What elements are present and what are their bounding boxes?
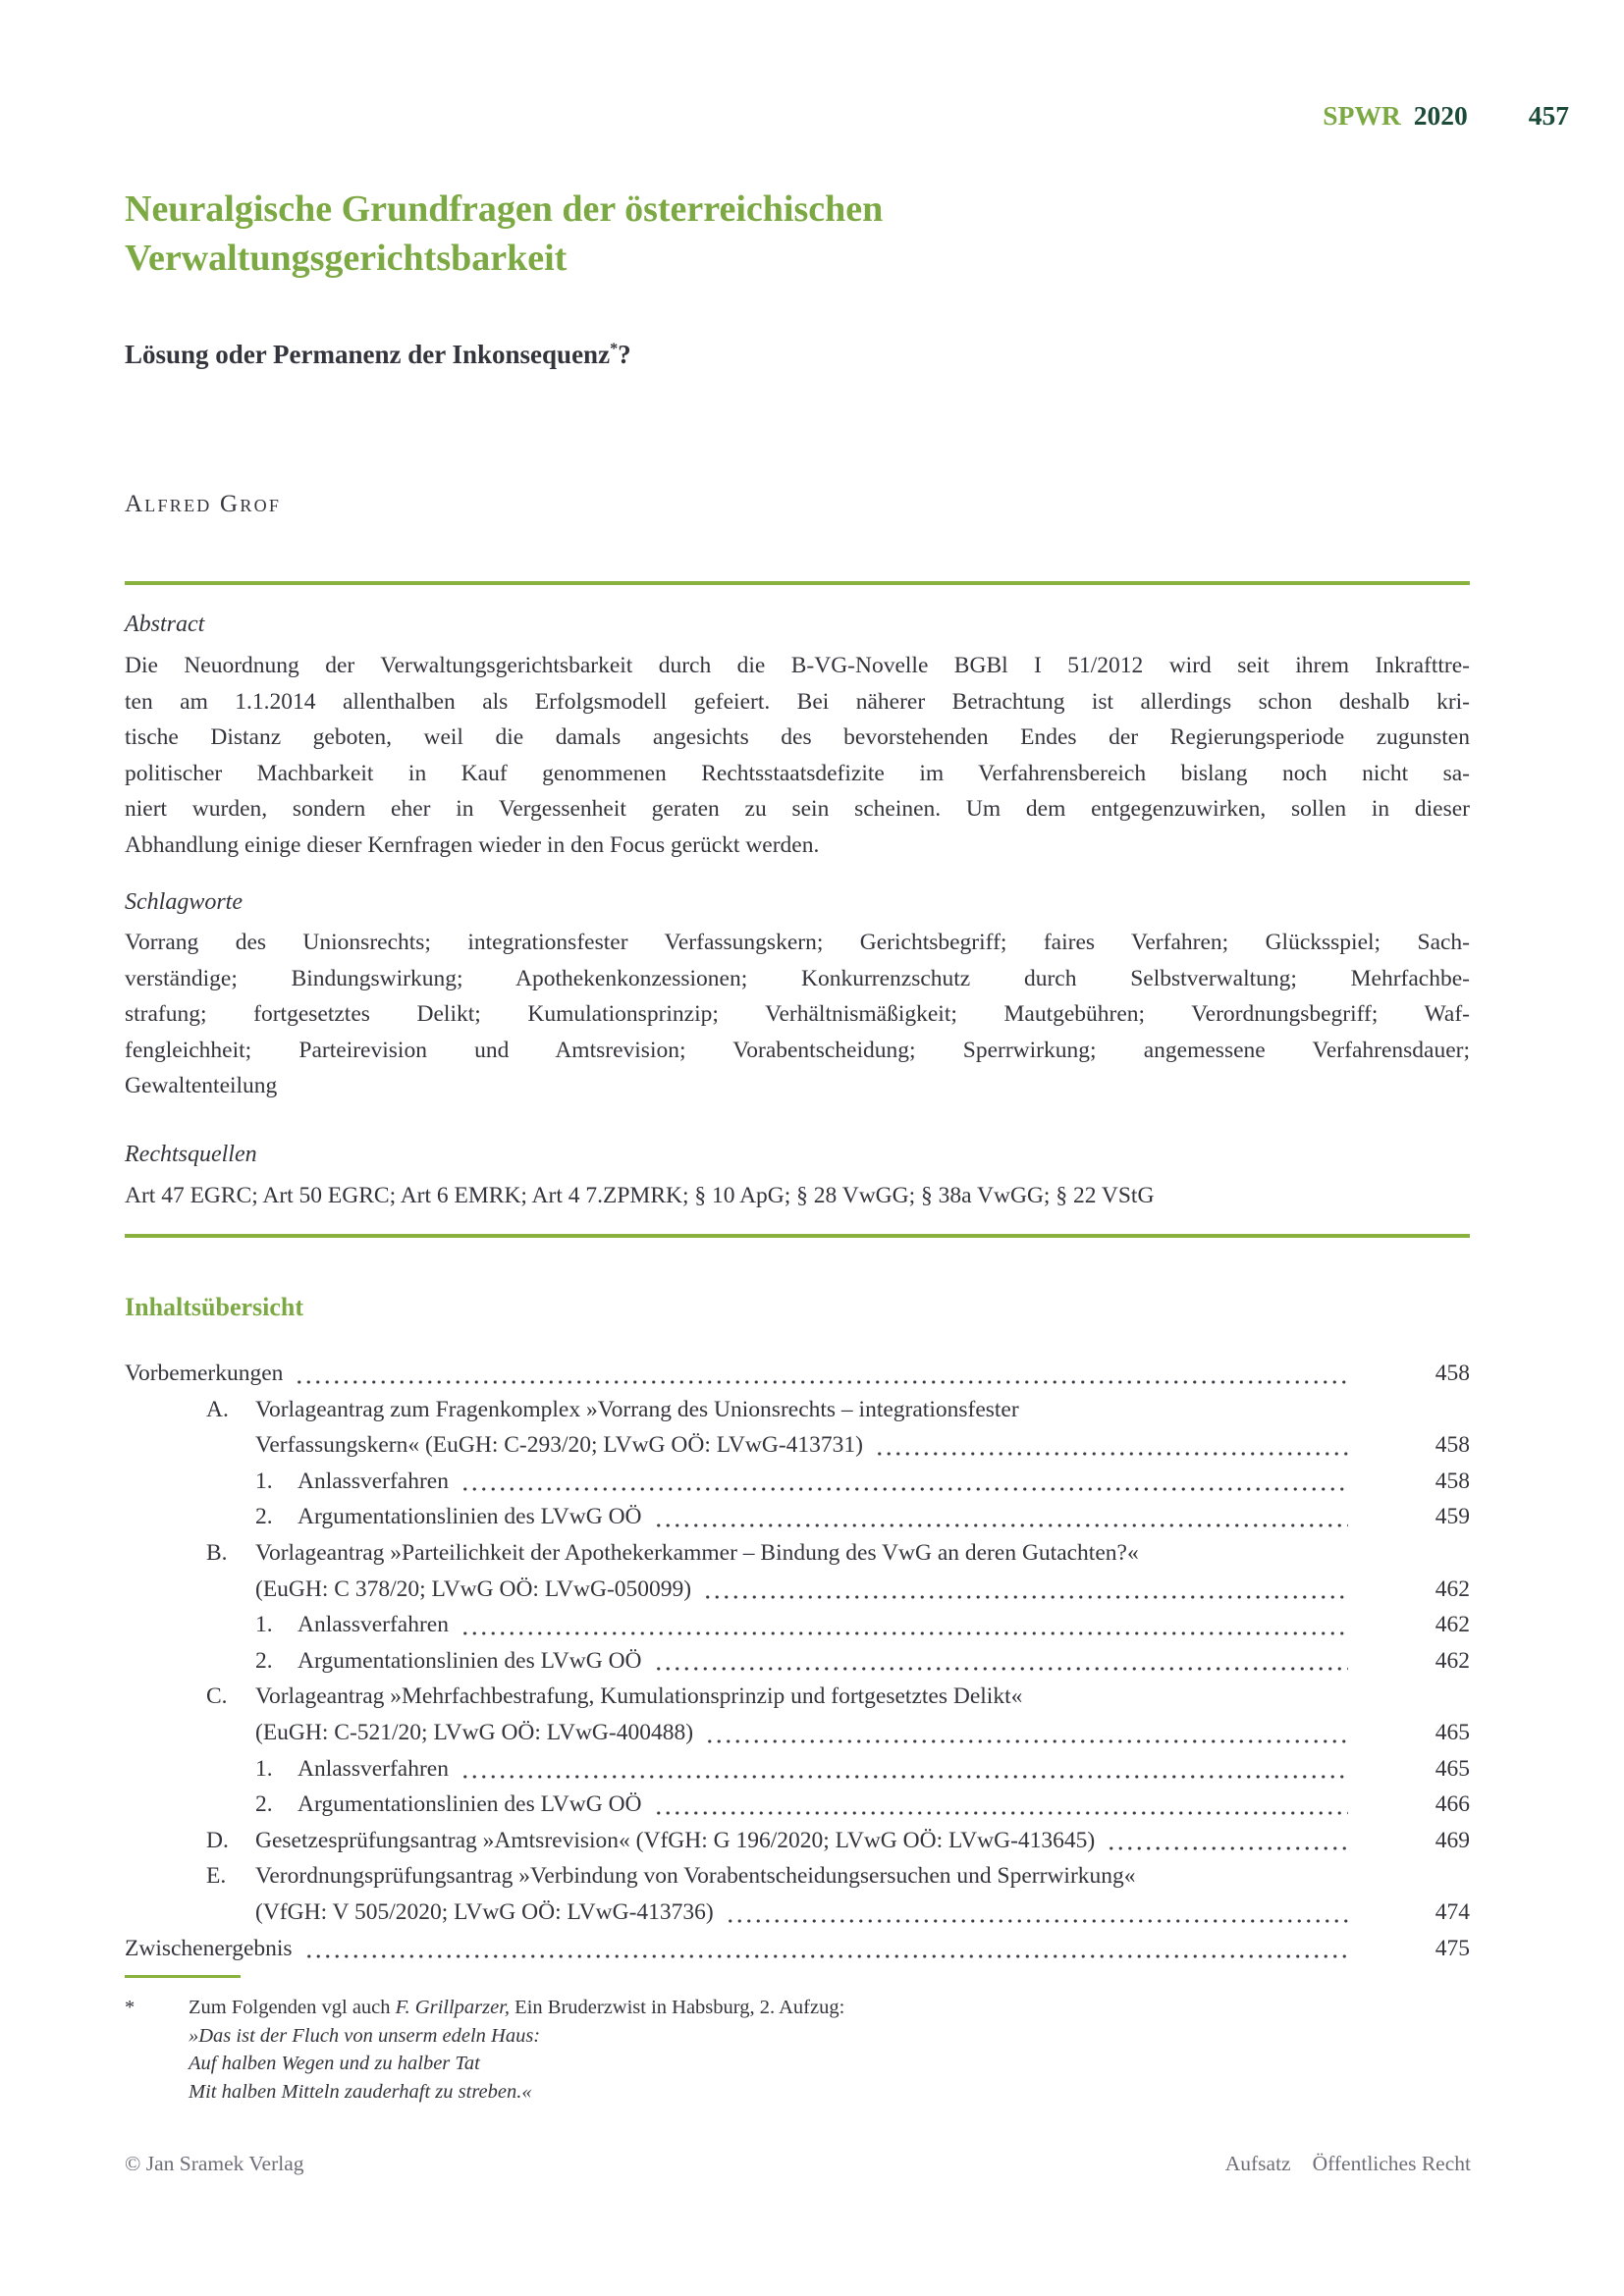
footnote-text-pre: Zum Folgenden vgl auch	[189, 1997, 396, 2018]
toc-item-marker: B.	[206, 1539, 228, 1566]
toc-entry-label: Argumentationslinien des LVwG OÖ	[298, 1647, 642, 1674]
law-section: Öffentliches Recht	[1312, 2152, 1471, 2175]
toc-item-marker: 1.	[255, 1468, 273, 1494]
toc-entry-label: Vorlageantrag »Mehrfachbestrafung, Kumulationsprinzip und fortgesetztes Delikt«	[255, 1683, 1023, 1710]
toc-dot-leader	[1107, 1823, 1348, 1859]
toc-entry-label: (EuGH: C-521/20; LVwG OÖ: LVwG-400488)	[255, 1719, 694, 1745]
keywords-line: fengleichheit; Parteirevision und Amtsrevision; Vorabentscheidung; Sperrwirkung; angemessene Verfahrensdauer;	[125, 1037, 1470, 1063]
abstract-line: tische Distanz geboten, weil die damals angesichts des bevorstehenden Endes der Regierungsperiode zugunsten	[125, 724, 1470, 751]
toc-page-number: 462	[1435, 1575, 1470, 1602]
page-footer	[125, 2152, 1471, 2176]
toc-page-number: 469	[1435, 1827, 1470, 1853]
toc-row	[125, 1499, 1470, 1535]
toc-entry-label: Argumentationslinien des LVwG OÖ	[298, 1504, 642, 1530]
toc-dot-leader	[1034, 1679, 1348, 1715]
subtitle-suffix: ?	[618, 340, 631, 369]
keywords-line: verständige; Bindungswirkung; Apothekenkonzessionen; Konkurrenzschutz durch Selbstverwaltung; Mehrfachbe-	[125, 965, 1470, 991]
toc-row	[125, 1895, 1470, 1931]
toc-entry-label: Gesetzesprüfungsantrag »Amtsrevision« (VfGH: G 196/2020; LVwG OÖ: LVwG-413645)	[255, 1827, 1096, 1853]
journal-identifier	[1323, 100, 1467, 132]
section-divider-rule	[125, 1234, 1470, 1238]
toc-entry-label: (EuGH: C 378/20; LVwG OÖ: LVwG-050099)	[255, 1575, 692, 1602]
toc-row	[125, 1715, 1470, 1751]
toc-page-number: 465	[1435, 1719, 1470, 1745]
toc-item-marker: 1.	[255, 1755, 273, 1782]
footnote-text-post: Ein Bruderzwist in Habsburg, 2. Aufzug:	[510, 1997, 845, 2018]
toc-dot-leader	[875, 1427, 1348, 1464]
legal-sources-text: Art 47 EGRC; Art 50 EGRC; Art 6 EMRK; Art 4 7.ZPMRK; § 10 ApG; § 28 VwGG; § 38a VwGG; § 22 VStG	[125, 1183, 1155, 1208]
article-subtitle	[125, 340, 1470, 370]
abstract-line: Abhandlung einige dieser Kernfragen wieder in den Focus gerückt werden.	[125, 831, 820, 858]
footnote-quote-line: »Das ist der Fluch von unserm edeln Haus:	[189, 2024, 541, 2047]
toc-entry-label: Vorlageantrag »Parteilichkeit der Apothekerkammer – Bindung des VwG an deren Gutachten?«	[255, 1539, 1139, 1566]
toc-page-number: 458	[1435, 1432, 1470, 1459]
footnote-reference-mark: *	[610, 340, 619, 357]
subtitle-text: Lösung oder Permanenz der Inkonsequenz	[125, 340, 611, 369]
toc-entry-label: Argumentationslinien des LVwG OÖ	[298, 1791, 642, 1818]
toc-page-number: 466	[1435, 1791, 1470, 1818]
journal-year: 2020	[1413, 100, 1468, 131]
abstract-line: niert wurden, sondern eher in Vergessenheit geraten zu sein scheinen. Um dem entgegenzuwirken, sollen in dieser	[125, 796, 1470, 823]
footnote-quote-line: Mit halben Mitteln zauderhaft zu streben.«	[189, 2081, 532, 2104]
toc-dot-leader	[654, 1643, 1348, 1680]
toc-page-number: 462	[1435, 1647, 1470, 1674]
toc-entry-label: Anlassverfahren	[298, 1468, 449, 1494]
toc-dot-leader	[1151, 1535, 1348, 1572]
abstract-line: politischer Machbarkeit in Kauf genommenen Rechtsstaatsdefizite im Verfahrensbereich bislang noch nicht sa-	[125, 760, 1470, 786]
toc-entry-label: Anlassverfahren	[298, 1612, 449, 1638]
toc-page-number: 465	[1435, 1755, 1470, 1782]
page-number: 457	[1528, 100, 1569, 131]
article-category: Aufsatz	[1224, 2152, 1291, 2175]
toc-dot-leader	[703, 1572, 1348, 1608]
toc-item-marker: 2.	[255, 1504, 273, 1530]
toc-entry-label: Vorbemerkungen	[125, 1361, 284, 1386]
footnote-author-italic: F. Grillparzer,	[395, 1997, 511, 2018]
toc-entry-label: Anlassverfahren	[298, 1755, 449, 1782]
abstract-line: ten am 1.1.2014 allenthalben als Erfolgsmodell gefeiert. Bei näherer Betrachtung ist allerdings schon deshalb kri-	[125, 688, 1470, 715]
toc-row	[125, 1931, 1470, 1967]
keywords-label: Schlagworte	[125, 889, 243, 915]
article-title-line2: Verwaltungsgerichtsbarkeit	[125, 238, 568, 279]
toc-page-number: 475	[1435, 1935, 1470, 1961]
toc-row	[125, 1643, 1470, 1680]
toc-dot-leader	[654, 1499, 1348, 1535]
keywords-line: Vorrang des Unionsrechts; integrationsfester Verfassungskern; Gerichtsbegriff; faires Verfahren; Glücksspiel; Sach-	[125, 930, 1470, 955]
toc-item-marker: A.	[206, 1396, 229, 1422]
footnote-text	[189, 1994, 1470, 2022]
toc-row	[125, 1572, 1470, 1608]
toc-item-marker: E.	[206, 1863, 227, 1890]
toc-row	[125, 1427, 1470, 1464]
toc-entry-label: (VfGH: V 505/2020; LVwG OÖ: LVwG-413736)	[255, 1898, 714, 1925]
toc-dot-leader	[654, 1787, 1348, 1823]
toc-entry-label: Verfassungskern« (EuGH: C-293/20; LVwG OÖ: LVwG-413731)	[255, 1432, 863, 1459]
footnote-mark: *	[125, 1997, 135, 2018]
toc-page-number: 458	[1435, 1361, 1470, 1386]
footnote-quote-line: Auf halben Wegen und zu halber Tat	[189, 2053, 480, 2075]
toc-dot-leader	[295, 1356, 1348, 1392]
toc-dot-leader	[460, 1751, 1348, 1788]
abstract-text	[125, 648, 1470, 864]
keywords-line: Gewaltenteilung	[125, 1073, 278, 1099]
table-of-contents	[125, 1356, 1470, 1966]
toc-item-marker: 2.	[255, 1791, 273, 1818]
toc-item-marker: 2.	[255, 1647, 273, 1674]
toc-row	[125, 1823, 1470, 1859]
toc-dot-leader	[726, 1895, 1348, 1931]
toc-row	[125, 1858, 1470, 1895]
toc-page-number: 462	[1435, 1612, 1470, 1638]
abstract-label: Abstract	[125, 612, 205, 637]
footnote-quote	[189, 2022, 1470, 2107]
abstract-line: Die Neuordnung der Verwaltungsgerichtsbarkeit durch die B-VG-Novelle BGBl I 51/2012 wird seit ihrem Inkrafttre-	[125, 653, 1470, 678]
publisher-copyright: © Jan Sramek Verlag	[125, 2152, 304, 2175]
toc-row	[125, 1751, 1470, 1788]
toc-page-number: 458	[1435, 1468, 1470, 1494]
toc-item-marker: C.	[206, 1683, 228, 1710]
toc-row	[125, 1607, 1470, 1643]
toc-page-number: 459	[1435, 1504, 1470, 1530]
toc-page-number: 474	[1435, 1898, 1470, 1925]
toc-heading: Inhaltsübersicht	[125, 1293, 304, 1321]
toc-dot-leader	[1148, 1858, 1348, 1895]
toc-entry-label: Vorlageantrag zum Fragenkomplex »Vorrang des Unionsrechts – integrationsfester	[255, 1396, 1019, 1422]
toc-dot-leader	[304, 1931, 1348, 1967]
toc-dot-leader	[460, 1464, 1348, 1500]
footer-rubric	[1225, 2152, 1471, 2176]
author-name: Alfred Grof	[125, 491, 282, 517]
toc-row	[125, 1356, 1470, 1392]
section-divider-rule	[125, 581, 1470, 585]
toc-entry-label: Verordnungsprüfungsantrag »Verbindung von Vorabentscheidungsersuchen und Sperrwirkung«	[255, 1863, 1136, 1890]
toc-item-marker: 1.	[255, 1612, 273, 1638]
toc-row	[125, 1679, 1470, 1715]
toc-row	[125, 1392, 1470, 1428]
keywords-line: strafung; fortgesetztes Delikt; Kumulationsprinzip; Verhältnismäßigkeit; Mautgebühren; Verordnungsbegriff; Waf-	[125, 1001, 1470, 1028]
toc-item-marker: D.	[206, 1827, 229, 1853]
toc-dot-leader	[460, 1607, 1348, 1643]
footnote	[125, 1994, 1470, 2107]
toc-row	[125, 1787, 1470, 1823]
toc-row	[125, 1535, 1470, 1572]
article-title	[125, 185, 1470, 283]
article-title-line1: Neuralgische Grundfragen der österreichischen	[125, 188, 884, 230]
toc-entry-label: Zwischenergebnis	[125, 1935, 293, 1961]
legal-sources-label: Rechtsquellen	[125, 1142, 257, 1167]
footnote-separator-rule	[125, 1975, 241, 1978]
journal-abbreviation: SPWR	[1323, 100, 1401, 131]
keywords-text	[125, 925, 1470, 1104]
toc-dot-leader	[1031, 1392, 1348, 1428]
toc-dot-leader	[705, 1715, 1348, 1751]
running-head	[125, 100, 1569, 132]
toc-row	[125, 1464, 1470, 1500]
